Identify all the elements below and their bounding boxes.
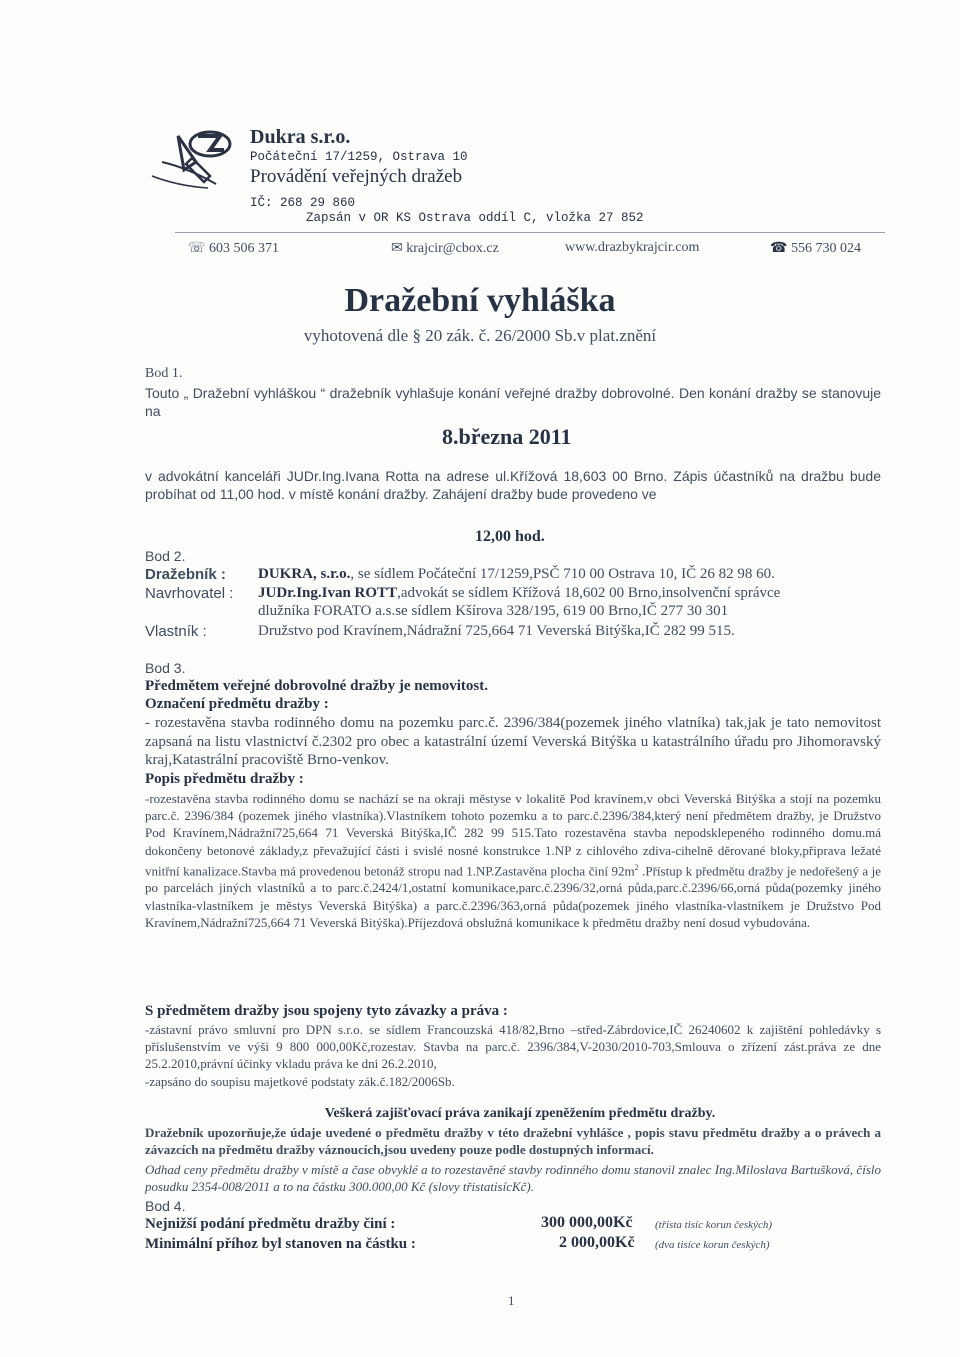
company-registration: Zapsán v OR KS Ostrava oddíl C, vložka 27 852 [306, 211, 644, 225]
company-logo [148, 128, 240, 190]
document-title: Dražební vyhláška [344, 282, 616, 319]
vlastnik-value: Družstvo pod Kravínem,Nádražní 725,664 71 Veverská Bitýška,IČ 282 99 515. [258, 623, 735, 639]
company-name: Dukra s.r.o. [250, 126, 351, 148]
contact-web: www.drazbykrajcir.com [565, 240, 700, 255]
page-number: 1 [508, 1293, 515, 1308]
auction-time: 12,00 hod. [475, 528, 545, 545]
estimate-text: Odhad ceny předmětu dražby v místě a čase obvyklé a to rozestavěné stavby rodinného domu stanovil znalec Ing.Miloslava Bartušková, číslo posudku 2354-008/2011 a to na částku 300.000,00 Kč (slovy třistatisícKč). [145, 1162, 881, 1195]
mobile-icon: ☏ [188, 241, 206, 256]
document-subtitle: vyhotovená dle § 20 zák. č. 26/2000 Sb.v plat.znění [303, 326, 657, 345]
increment-words: (dva tisíce korun českých) [655, 1239, 770, 1251]
subject-heading: Předmětem veřejné dobrovolné dražby je nemovitost. [145, 678, 488, 694]
navrhovatel-value: JUDr.Ing.Ivan ROTT,advokát se sídlem Křížová 18,602 00 Brno,insolvenční správce [258, 585, 781, 601]
vlastnik-label: Vlastník : [145, 623, 207, 640]
telephone-icon: ☎ [770, 241, 788, 256]
min-bid-words: (třista tisíc korun českých) [655, 1219, 772, 1231]
increment-value: 2 000,00Kč [559, 1234, 635, 1251]
obligations-insolvency: -zapsáno do soupisu majetkové podstaty zák.č.182/2006Sb. [145, 1074, 455, 1089]
extinguish-statement: Veškerá zajišťovací práva zanikají zpeněžením předmětu dražby. [324, 1106, 716, 1121]
company-activity: Provádění veřejných dražeb [250, 166, 463, 187]
min-bid-value: 300 000,00Kč [541, 1214, 633, 1231]
drazebnik-label: Dražebník : [145, 566, 226, 583]
designation-text: - rozestavěna stavba rodinného domu na pozemku parc.č. 2396/384(pozemek jiného vlatníka) tak,jak je tato nemovitost zapsaná na listu vlastnictví č.2302 pro obec a katastrální území Veverská Bitýška u katastrálního úřadu pro Jihomoravský kraj,Katastrální pracoviště Brno-venkov. [145, 715, 881, 768]
description-heading: Popis předmětu dražby : [145, 771, 304, 787]
auction-date: 8.března 2011 [442, 424, 572, 449]
increment-label: Minimální příhoz byl stanoven na částku : [145, 1236, 416, 1252]
contact-email: ✉ krajcir@cbox.cz [391, 241, 499, 256]
designation-heading: Označení předmětu dražby : [145, 696, 329, 712]
header-divider [175, 232, 885, 233]
bod3-heading: Bod 3. [145, 660, 186, 676]
navrhovatel-label: Navrhovatel : [145, 585, 234, 602]
company-ic: IČ: 268 29 860 [250, 196, 356, 210]
navrhovatel-debtor: dlužníka FORATO a.s.se sídlem Kšírova 328/195, 619 00 Brno,IČ 277 30 301 [258, 603, 729, 619]
obligations-heading: S předmětem dražby jsou spojeny tyto závazky a práva : [145, 1003, 508, 1019]
bod1-text1: Touto „ Dražební vyhláškou “ dražebník vyhlašuje konání veřejné dražby dobrovolné. Den konání dražby se stanovuje na [145, 385, 881, 419]
envelope-icon: ✉ [391, 241, 403, 256]
contact-mobile: ☏ 603 506 371 [188, 241, 280, 256]
bod4-heading: Bod 4. [145, 1198, 186, 1214]
bod1-heading: Bod 1. [145, 366, 183, 381]
drazebnik-value: DUKRA, s.r.o., se sídlem Počáteční 17/1259,PSČ 710 00 Ostrava 10, IČ 26 82 98 60. [258, 566, 775, 582]
bod1-text2: v advokátní kanceláři JUDr.Ing.Ivana Rotta na adrese ul.Křížová 18,603 00 Brno. Zápis účastníků na dražbu bude probíhat od 11,00 hod. v místě konání dražby. Zahájení dražby bude provedeno ve [145, 468, 881, 502]
warning-text: Dražebník upozorňuje,že údaje uvedené o předmětu dražby v této dražební vyhlášce , popis stavu předmětu dražby a o právech a závazcích na předmětu dražby váznoucích,jsou uvedeny pouze podle dostupných informací. [145, 1125, 881, 1158]
min-bid-label: Nejnižší podání předmětu dražby činí : [145, 1216, 396, 1232]
obligations-lien: -zástavní právo smluvní pro DPN s.r.o. se sídlem Francouzská 418/82,Brno –střed-Zábrdovice,IČ 26240602 k zajištění pohledávky s příslušenstvím ve výši 9 800 000,00Kč,rozestav. Stavba na parc.č. 2396/384,V-2030/2010-703,Smlouva o zřízení zást.práva ze dne 25.2.2010,právní účinky vkladu práva ke dni 26.2.2010, [145, 1022, 881, 1072]
company-address: Počáteční 17/1259, Ostrava 10 [250, 150, 468, 164]
contact-phone: ☎ 556 730 024 [770, 241, 861, 256]
description-text: -rozestavěna stavba rodinného domu se nachází se na okraji městyse v lokalitě Pod kravínem,v obci Veverská Bitýška a stojí na pozemku parc.č. 2396/384 (pozemek jiného vlastníka).Vlastníkem tohoto pozemku a to parc.č.2396/384,který není předmětem dražby, je Družstvo Pod Kravínem,Nádražní725,664 71 Veverská Bitýška,IČ 282 99 515.Tato rozestavěna stavba nepodsklepeného rodinného domu.má dokončeny betonové základy,z převažující části i svislé nosné konstrukce 1.NP z cihlového zdiva-cihelně děrované bloky,připrava ležaté vnitřní kanalizace.Stavba má provedenou betonáž stropu nad 1.NP.Zastavěna plocha činí $92m^2$ .Přístup k předmětu dražby je nedořešený a je po parcelách jiných vlastníků a to parc.č.2424/1,ostatní komunikace,parc.č.2396/32,orná půda,parc.č.2396/66,orná půda(pozemky jiného vlastníka-vlastníkem je městys Veverská Bitýška) a parc.č.2396/363,orná půda(pozemek jiného vlastníka-vlastníkem je Družstvo Pod Kravínem,Nádražní725,664 71 Veverská Bitýška).Příjezdová obslužná komunikace k předmětu dražby není dosud vybudována. [145, 791, 881, 930]
bod2-heading: Bod 2. [145, 548, 186, 564]
